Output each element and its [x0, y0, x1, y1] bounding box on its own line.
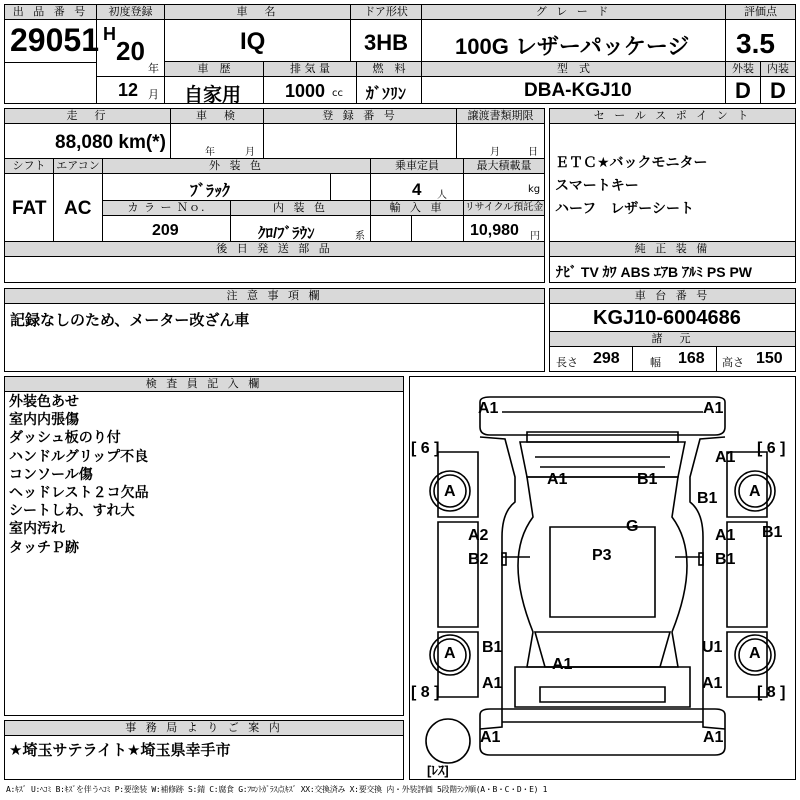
- inspector-line: 室内汚れ: [9, 521, 65, 538]
- color-no-label: カ ラ ー Ｎｏ.: [103, 201, 230, 216]
- mark-roof: P3: [592, 547, 612, 564]
- car-outline: [410, 377, 795, 779]
- mark-windshield: G: [626, 518, 639, 535]
- reg-month: 12: [118, 80, 139, 100]
- reg-month-unit: 月: [148, 88, 159, 101]
- wheel-rear-right: A: [749, 645, 761, 662]
- interior-color-unit: 系: [355, 231, 365, 242]
- capacity-label: 乗車定員: [371, 159, 463, 174]
- sales-line-3: ハーフ レザーシート: [555, 201, 695, 217]
- mileage-label: 走 行: [5, 109, 170, 124]
- inspector-notes: [9, 393, 149, 557]
- inspector-line: タッチＰ跡: [9, 539, 79, 556]
- office-label: 事 務 局 よ り ご 案 内: [5, 721, 403, 736]
- wheel-front-left: A: [444, 483, 456, 500]
- equipment-label: 純 正 装 備: [550, 242, 795, 257]
- load-unit: kg: [528, 184, 541, 195]
- mark-rear-left: A1: [482, 675, 503, 692]
- inspector-line: ヘッドレスト２コ欠品: [9, 485, 149, 502]
- notes-label: 注 意 事 項 欄: [5, 289, 544, 304]
- chassis-number: KGJ10-6004686: [593, 307, 741, 329]
- interior-color-label: 内 装 色: [231, 201, 370, 216]
- mark-pillar-right: B1: [762, 524, 783, 541]
- exterior-score: D: [735, 78, 751, 103]
- wheel-front-right: A: [749, 483, 761, 500]
- tire-rear-right: [ 8 ]: [757, 684, 786, 701]
- length-value: 298: [593, 350, 620, 367]
- legend: A:ｷｽﾞ U:ﾍｺﾐ B:ｷｽﾞを伴うﾍｺﾐ P:要塗装 W:補修跡 S:錆 C:腐食 G:ﾌﾛﾝﾄｶﾞﾗｽ点ｷｽﾞ XX:交換済み X:要交換 内・外装評価 5段階ﾗﾝｸ順(A・B・C・D・E) 1: [6, 785, 548, 794]
- wheel-rear-left: A: [444, 645, 456, 662]
- color-value: ﾌﾞﾗｯｸ: [190, 183, 231, 200]
- inspection-year: 年: [205, 147, 215, 158]
- chassis-label: 車 台 番 号: [550, 289, 795, 304]
- grade-value: 100G レザーパッケージ: [455, 34, 690, 59]
- width-value: 168: [678, 350, 705, 367]
- inspector-line: 外装色あせ: [9, 394, 79, 410]
- inspection-month: 月: [245, 147, 255, 158]
- displacement-value: 1000: [285, 81, 326, 101]
- transfer-day: 日: [528, 147, 538, 158]
- mark-front-bumper-left: A1: [478, 400, 499, 417]
- door-type: 3HB: [364, 30, 409, 55]
- shift-value: FAT: [12, 198, 47, 219]
- mark-rear-bumper-right: A1: [703, 729, 724, 746]
- inspector-line: ダッシュ板のり付: [9, 430, 121, 447]
- lot-label: 出 品 番 号: [5, 5, 96, 20]
- sales-label: セ ー ル ス ポ イ ン ト: [550, 109, 795, 124]
- mark-rear-right: A1: [702, 675, 723, 692]
- door-label: ドア形状: [351, 5, 421, 20]
- reg-year-unit: 年: [148, 62, 159, 75]
- color-no-value: 209: [152, 222, 179, 239]
- history-value: 自家用: [184, 85, 242, 106]
- recycle-unit: 円: [530, 231, 540, 242]
- shift-label: シフト: [5, 159, 53, 174]
- mark-door-left-2: B2: [468, 551, 489, 568]
- grade-label: グ レ ー ド: [422, 5, 725, 20]
- inspector-line: ハンドルグリップ不良: [9, 448, 149, 465]
- model-value: DBA-KGJ10: [524, 80, 632, 101]
- width-label: 幅: [650, 356, 661, 369]
- mark-fender-front-right-2: B1: [697, 490, 718, 507]
- spare-tire: [ﾚｽ]: [427, 763, 449, 778]
- mark-rear-glass: A1: [552, 656, 573, 673]
- transfer-month: 月: [490, 147, 500, 158]
- first-reg-label: 初度登録: [97, 5, 164, 20]
- car-name: IQ: [240, 28, 266, 55]
- later-docs-label: 後 日 発 送 部 品: [5, 242, 544, 257]
- reg-year: 20: [116, 36, 145, 66]
- mark-front-bumper-right: A1: [703, 400, 724, 417]
- transfer-label: 譲渡書類期限: [457, 109, 544, 124]
- mark-door-right-2: B1: [715, 551, 736, 568]
- length-label: 長さ: [556, 356, 578, 369]
- score-value: 3.5: [736, 28, 775, 59]
- mark-rear-bumper-left: A1: [480, 729, 501, 746]
- car-name-label: 車 名: [165, 5, 350, 20]
- office-value: ★埼玉サテライト★埼玉県幸手市: [9, 741, 231, 759]
- mark-fender-front-right: A1: [715, 449, 736, 466]
- inspection-label: 車 検: [171, 109, 263, 124]
- tire-front-right: [ 6 ]: [757, 440, 786, 457]
- capacity-value: 4: [412, 180, 422, 199]
- ac-value: AC: [64, 198, 92, 219]
- lot-number: 29051: [10, 22, 99, 58]
- score-label: 評価点: [726, 5, 795, 20]
- mark-hood-left: A1: [547, 471, 568, 488]
- recycle-label: リサイクル預託金: [464, 201, 544, 216]
- exterior-label: 外装: [726, 62, 760, 77]
- mark-door-right-1: A1: [715, 527, 736, 544]
- notes-value: 記録なしのため、メーター改ざん車: [10, 311, 250, 329]
- import-label: 輸 入 車: [371, 201, 463, 216]
- recycle-value: 10,980: [470, 222, 519, 239]
- displacement-label: 排 気 量: [264, 62, 356, 77]
- sales-line-1: ＥＴＣ★バックモニター: [555, 155, 708, 171]
- mark-rear-fender-left: B1: [482, 639, 503, 656]
- model-label: 型 式: [422, 62, 725, 77]
- capacity-unit: 人: [437, 190, 447, 201]
- displacement-unit: cc: [332, 88, 343, 99]
- mileage-value: 88,080 km(*): [55, 132, 166, 153]
- registration-label: 登 録 番 号: [264, 109, 456, 124]
- fuel-label: 燃 料: [357, 62, 421, 77]
- mark-rear-fender-right: U1: [702, 639, 723, 656]
- sales-line-2: スマートキー: [555, 178, 639, 194]
- height-value: 150: [756, 350, 783, 367]
- era: H: [103, 24, 116, 44]
- tire-front-left: [ 6 ]: [411, 440, 440, 457]
- ac-label: エアコン: [54, 159, 102, 174]
- tire-rear-left: [ 8 ]: [411, 684, 440, 701]
- mark-door-left-1: A2: [468, 527, 489, 544]
- height-label: 高さ: [722, 356, 744, 369]
- inspector-label: 検 査 員 記 入 欄: [5, 377, 403, 392]
- fuel-value: ｶﾞｿﾘﾝ: [366, 86, 407, 103]
- inspector-line: 室内内張傷: [9, 412, 79, 429]
- inspector-line: シートしわ、すれ大: [9, 503, 135, 520]
- interior-color-value: ｸﾛ/ﾌﾞﾗｳﾝ: [258, 225, 315, 242]
- load-label: 最大積載量: [464, 159, 544, 174]
- color-label: 外 装 色: [103, 159, 370, 174]
- equipment-value: ﾅﾋﾞ TV ｶﾜ ABS ｴｱB ｱﾙﾐ PS PW: [556, 264, 753, 280]
- history-label: 車 歴: [165, 62, 263, 77]
- interior-label: 内装: [761, 62, 795, 77]
- interior-score: D: [770, 78, 786, 103]
- mark-hood-right: B1: [637, 471, 658, 488]
- inspector-line: コンソール傷: [9, 466, 93, 483]
- specs-label: 諸 元: [550, 332, 795, 347]
